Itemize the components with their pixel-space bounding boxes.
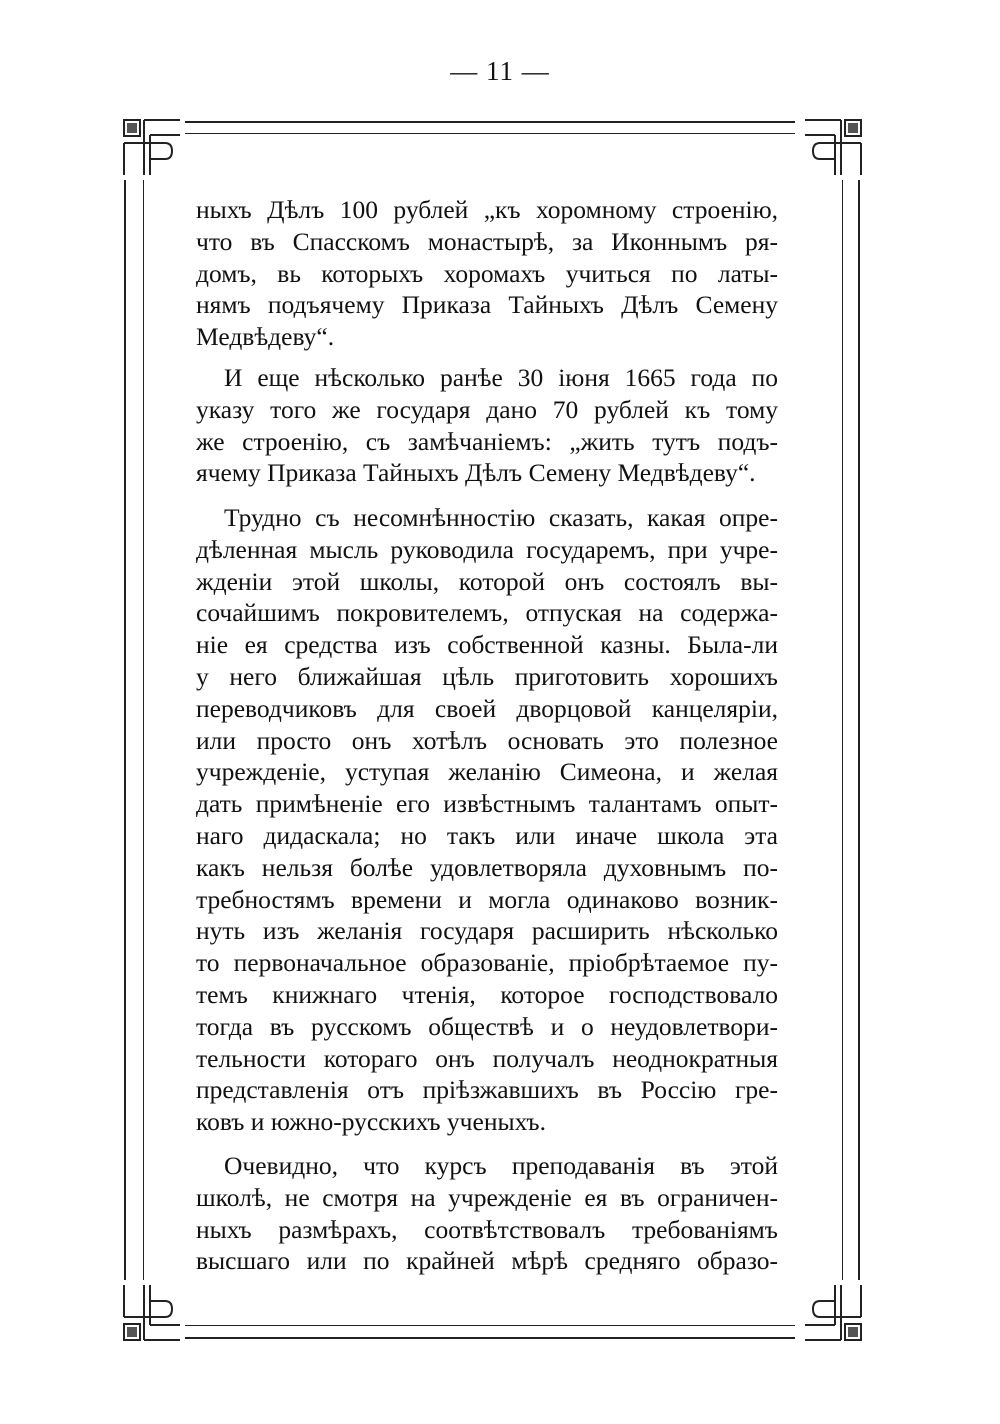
corner-ornament-icon (120, 1285, 180, 1345)
text-line: учрежденіе, уступая желанію Симеона, и желая (196, 757, 778, 787)
text-line: домъ, вь которыхъ хоромахъ учиться по латы- (196, 258, 778, 288)
corner-ornament-icon (805, 1285, 865, 1345)
text-line: же строенію, съ замѣчаніемъ: „жить тутъ подъ- (196, 426, 778, 456)
text-line: наго дидаскала; но такъ или иначе школа эта (196, 820, 778, 850)
text-line: нямъ подъячему Приказа Тайныхъ Дѣлъ Семену (196, 290, 778, 320)
text-line: переводчиковъ для своей дворцовой канцеляріи, (196, 693, 778, 723)
frame-bottom-inner (185, 1325, 795, 1326)
text-line: И еще нѣсколько ранѣе 30 іюня 1665 года по (224, 363, 778, 392)
text-line: дѣленная мысль руководила государемъ, при учре- (196, 534, 778, 564)
frame-top-inner (185, 133, 795, 134)
text-line: или просто онъ хотѣлъ основать это полезное (196, 725, 778, 755)
text-line: требностямъ времени и могла одинаково возник- (196, 884, 778, 914)
frame-top-outer (185, 121, 795, 123)
text-line: сочайшимъ покровителемъ, отпуская на содержа- (196, 598, 778, 628)
text-line: ныхъ размѣрахъ, соотвѣтствовалъ требованіямъ (196, 1214, 778, 1244)
text-line: у него ближайшая цѣль приготовить хорошихъ (196, 661, 778, 691)
corner-ornament-icon (805, 115, 865, 175)
text-line: Трудно съ несомнѣнностію сказать, какая опре- (224, 503, 778, 532)
text-line: какъ нельзя болѣе удовлетворяла духовнымъ по- (196, 852, 778, 882)
text-line: то первоначальное образованіе, пріобрѣтаемое пу- (196, 948, 778, 978)
text-line: ныхъ Дѣлъ 100 рублей „къ хоромному строенію, (196, 195, 778, 224)
paragraph-4 (196, 1150, 778, 1277)
paragraph-1 (196, 194, 778, 353)
frame-right-inner (842, 180, 843, 1280)
text-line: ніе ея средства изъ собственной казны. Была-ли (196, 630, 778, 660)
text-line: нуть изъ желанія государя расширить нѣсколько (196, 916, 778, 946)
corner-ornament-icon (120, 115, 180, 175)
text-line: дать примѣненіе его извѣстнымъ талантамъ опыт- (196, 789, 778, 819)
text-line: тогда въ русскомъ обществѣ и о неудовлетвори- (196, 1011, 778, 1041)
frame-left-inner (143, 180, 144, 1280)
frame-left-outer (124, 180, 126, 1280)
text-line: высшаго или по крайней мѣрѣ средняго образо- (196, 1246, 778, 1276)
text-line: тельности котораго онъ получалъ неоднократныя (196, 1043, 778, 1073)
text-line: темъ книжнаго чтенія, которое господствовало (196, 979, 778, 1009)
text-line: ячему Приказа Тайныхъ Дѣлъ Семену Медвѣдеву“. (196, 458, 756, 488)
text-line: Очевидно, что курсъ преподаванія въ этой (224, 1151, 778, 1180)
text-line: жденіи этой школы, которой онъ состоялъ вы- (196, 566, 778, 596)
frame-bottom-outer (185, 1337, 795, 1339)
page-number: — 11 — (450, 56, 550, 86)
text-line: Медвѣдеву“. (196, 322, 335, 352)
text-line: указу того же государя дано 70 рублей къ тому (196, 394, 778, 424)
frame-right-outer (858, 180, 860, 1280)
paragraph-2 (196, 362, 778, 489)
text-line: представленія отъ пріѣзжавшихъ въ Россію гре- (196, 1075, 778, 1105)
text-line: ковъ и южно-русскихъ ученыхъ. (196, 1107, 546, 1137)
text-line: школѣ, не смотря на учрежденіе ея въ ограничен- (196, 1182, 778, 1212)
text-line: что въ Спасскомъ монастырѣ, за Иконнымъ ря- (196, 226, 778, 256)
paragraph-3 (196, 502, 778, 1138)
